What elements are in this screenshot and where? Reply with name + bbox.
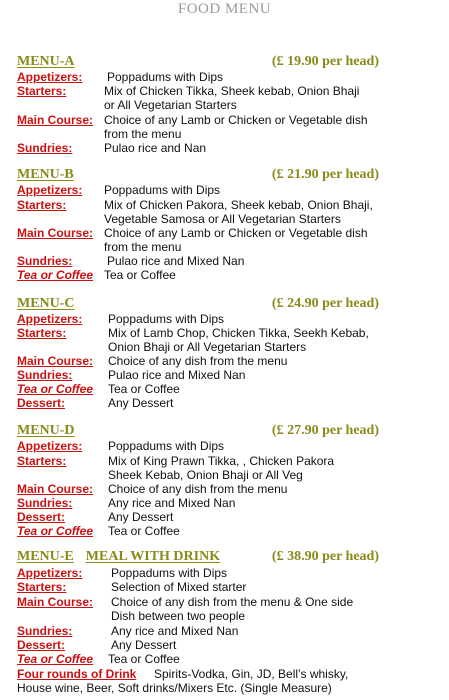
menu-price: (£ 19.90 per head): [271, 54, 379, 69]
menu-price: (£ 38.90 per head): [271, 549, 379, 564]
menu-e-main-course-value: Choice of any dish from the menu & One side: [111, 595, 354, 609]
menu-b-main-course-value-2: from the menu: [104, 240, 182, 254]
menu-e-drinks-value: Spirits-Vodka, Gin, JD, Bell’s whisky,: [154, 667, 349, 681]
menu-a-sundries-value: Pulao rice and Nan: [104, 141, 207, 155]
menu-c-starters-value-2: Onion Bhaji or All Vegetarian Starters: [108, 340, 307, 354]
menu-e-drinks-label: Four rounds of Drink: [17, 667, 137, 681]
menu-c-starters-label: Starters:: [17, 326, 67, 340]
menu-c-sundries-label: Sundries:: [17, 368, 73, 382]
menu-d-dessert-value: Any Dessert: [108, 510, 174, 524]
menu-a-main-course-label: Main Course:: [17, 113, 94, 127]
menu-d-main-course-value: Choice of any dish from the menu: [108, 482, 288, 496]
menu-a-heading: [17, 54, 379, 70]
menu-e-drinks-value-2: House wine, Beer, Soft drinks/Mixers Etc. (Single Measure): [17, 681, 332, 695]
menu-name: MENU-E: [17, 549, 74, 564]
menu-c-appetizers-label: Appetizers:: [17, 312, 83, 326]
menu-a-main-course-value-2: from the menu: [104, 127, 182, 141]
menu-c-appetizers-value: Poppadums with Dips: [108, 312, 225, 326]
menu-b-main-course-value: Choice of any Lamb or Chicken or Vegetable dish: [104, 226, 368, 240]
menu-c-tea-or-coffee-value: Tea or Coffee: [108, 382, 180, 396]
menu-b-appetizers-label: Appetizers:: [17, 183, 83, 197]
menu-b-sundries-value: Pulao rice and Mixed Nan: [107, 254, 245, 268]
menu-b-sundries-label: Sundries:: [17, 254, 73, 268]
menu-e-sundries-value: Any rice and Mixed Nan: [111, 624, 239, 638]
menu-name: MENU-A: [17, 54, 75, 69]
menu-a-appetizers-label: Appetizers:: [17, 70, 83, 84]
menu-a-starters-label: Starters:: [17, 84, 67, 98]
menu-name: MENU-B: [17, 167, 74, 182]
menu-e-main-course-value-2: Dish between two people: [111, 609, 246, 623]
menu-c-dessert-label: Dessert:: [17, 396, 66, 410]
page-title: FOOD MENU: [177, 1, 272, 17]
menu-d-tea-or-coffee-value: Tea or Coffee: [108, 524, 180, 538]
menu-b-main-course-label: Main Course:: [17, 226, 94, 240]
menu-c-tea-or-coffee-label: Tea or Coffee: [17, 382, 94, 396]
menu-e-sundries-label: Sundries:: [17, 624, 73, 638]
menu-d-appetizers-value: Poppadums with Dips: [108, 439, 225, 453]
menu-b-heading: [17, 167, 379, 183]
menu-d-heading: [17, 423, 379, 439]
menu-c-dessert-value: Any Dessert: [108, 396, 174, 410]
menu-e-main-course-label: Main Course:: [17, 595, 94, 609]
menu-e-tea-or-coffee-value: Tea or Coffee: [108, 652, 180, 666]
menu-c-starters-value: Mix of Lamb Chop, Chicken Tikka, Seekh Kebab,: [108, 326, 369, 340]
menu-c-main-course-value: Choice of any dish from the menu: [108, 354, 288, 368]
menu-d-tea-or-coffee-label: Tea or Coffee: [17, 524, 94, 538]
menu-c-sundries-value: Pulao rice and Mixed Nan: [108, 368, 246, 382]
menu-a-starters-value: Mix of Chicken Tikka, Sheek kebab, Onion Bhaji: [104, 84, 360, 98]
menu-c-heading: [17, 296, 379, 312]
menu-d-starters-value-2: Sheek Kebab, Onion Bhaji or All Veg: [108, 468, 303, 482]
menu-e-starters-value: Selection of Mixed starter: [111, 580, 247, 594]
menu-e-heading: [17, 549, 379, 565]
menu-e-appetizers-label: Appetizers:: [17, 566, 83, 580]
menu-a-sundries-label: Sundries:: [17, 141, 73, 155]
menu-price: (£ 24.90 per head): [271, 296, 379, 311]
menu-b-starters-label: Starters:: [17, 198, 67, 212]
menu-d-starters-value: Mix of King Prawn Tikka, , Chicken Pakora: [108, 454, 335, 468]
menu-a-starters-value-2: or All Vegetarian Starters: [104, 98, 237, 112]
menu-b-tea-or-coffee-value: Tea or Coffee: [104, 268, 176, 282]
menu-e-starters-label: Starters:: [17, 580, 67, 594]
menu-b-starters-value: Mix of Chicken Pakora, Sheek kebab, Onion Bhaji,: [104, 198, 373, 212]
menu-subtitle: MEAL WITH DRINK: [85, 549, 221, 564]
menu-e-appetizers-value: Poppadums with Dips: [111, 566, 228, 580]
menu-a-appetizers-value: Poppadums with Dips: [107, 70, 224, 84]
menu-name: MENU-C: [17, 296, 75, 311]
menu-d-sundries-value: Any rice and Mixed Nan: [108, 496, 236, 510]
menu-d-starters-label: Starters:: [17, 454, 67, 468]
menu-price: (£ 21.90 per head): [271, 167, 379, 182]
menu-b-appetizers-value: Poppadums with Dips: [104, 183, 221, 197]
menu-name: MENU-D: [17, 423, 75, 438]
menu-e-dessert-label: Dessert:: [17, 638, 66, 652]
menu-d-appetizers-label: Appetizers:: [17, 439, 83, 453]
menu-b-tea-or-coffee-label: Tea or Coffee: [17, 268, 94, 282]
menu-d-sundries-label: Sundries:: [17, 496, 73, 510]
menu-d-main-course-label: Main Course:: [17, 482, 94, 496]
menu-a-main-course-value: Choice of any Lamb or Chicken or Vegetable dish: [104, 113, 368, 127]
menu-c-main-course-label: Main Course:: [17, 354, 94, 368]
menu-b-starters-value-2: Vegetable Samosa or All Vegetarian Starters: [104, 212, 341, 226]
menu-e-tea-or-coffee-label: Tea or Coffee: [17, 652, 94, 666]
menu-d-dessert-label: Dessert:: [17, 510, 66, 524]
menu-price: (£ 27.90 per head): [271, 423, 379, 438]
menu-e-dessert-value: Any Dessert: [111, 638, 177, 652]
